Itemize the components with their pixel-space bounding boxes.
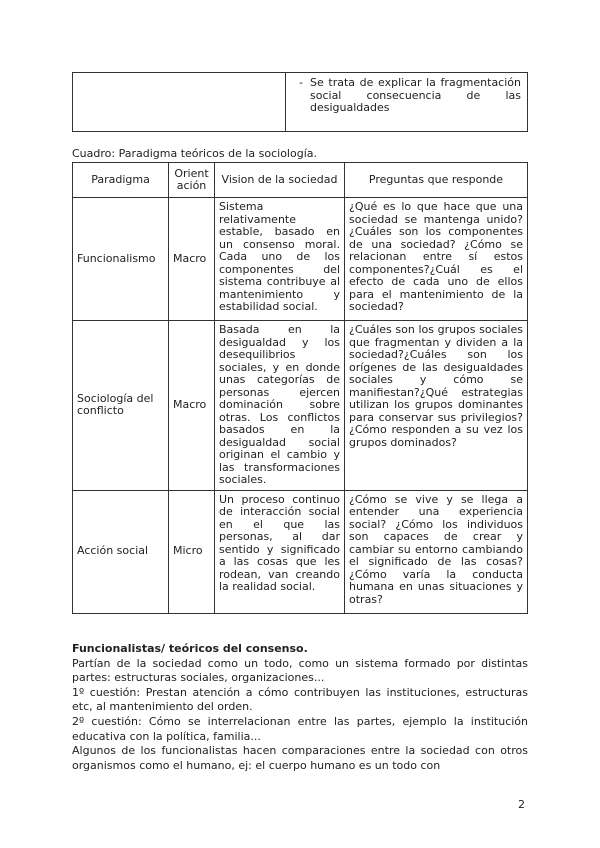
paradigm-table (72, 162, 528, 614)
continuation-table (72, 72, 528, 132)
header-paradigma: Paradigma (73, 163, 169, 198)
continuation-empty-cell (73, 73, 286, 132)
cell-paradigma: Acción social (73, 490, 169, 613)
cell-orientacion: Micro (169, 490, 215, 613)
paragraph: Algunos de los funcionalistas hacen comparaciones entre la sociedad con otros organismos como el humano, ej: el cuerpo humano es un todo con (72, 744, 528, 772)
cell-preguntas: ¿Cómo se vive y se llega a entender una experiencia social? ¿Cómo los individuos son capaces de crear y cambiar su entorno cambiando el significado de las cosas? ¿Cómo varía la conducta humana en unas situaciones y otras? (345, 490, 528, 613)
table-row (73, 198, 528, 321)
header-orientacion-line2: ación (176, 179, 207, 192)
bullet-marker: - (299, 76, 303, 89)
section-heading: Funcionalistas/ teóricos del consenso. (72, 642, 308, 655)
bullet-item (292, 77, 521, 115)
header-orientacion (169, 163, 215, 198)
cell-paradigma: Sociología del conflicto (73, 321, 169, 491)
cell-orientacion: Macro (169, 321, 215, 491)
bullet-text: Se trata de explicar la fragmentación social consecuencia de las desigualdades (310, 76, 521, 114)
cell-vision: Un proceso continuo de interacción social en el que las personas, al dar sentido y significado a las cosas que les rodean, van creando la realidad social. (215, 490, 345, 613)
cell-orientacion: Macro (169, 198, 215, 321)
section-text (72, 642, 528, 773)
cell-vision: Basada en la desigualdad y los desequilibrios sociales, y en donde unas categorías de personas ejercen dominación sobre otras. Los conflictos basados en la desigualdad social originan el cambio y las transformaciones sociales. (215, 321, 345, 491)
table-caption: Cuadro: Paradigma teóricos de la sociología. (72, 147, 317, 160)
header-vision: Vision de la sociedad (215, 163, 345, 198)
page-number: 2 (518, 798, 525, 811)
table-header-row (73, 163, 528, 198)
table-row (73, 490, 528, 613)
continuation-bullet-cell (286, 73, 528, 132)
paragraph: Partían de la sociedad como un todo, como un sistema formado por distintas partes: estructuras sociales, organizaciones... (72, 656, 528, 685)
cell-preguntas: ¿Cuáles son los grupos sociales que fragmentan y dividen a la sociedad?¿Cuáles son los orígenes de las desigualdades sociales y cómo se manifiestan?¿Qué estrategias utilizan los grupos dominantes para conservar sus privilegios?¿Cómo responden a su vez los grupos dominados? (345, 321, 528, 491)
paragraph: 2º cuestión: Cómo se interrelacionan entre las partes, ejemplo la institución educativa con la política, familia... (72, 714, 528, 743)
cell-vision: Sistema relativamente estable, basado en un consenso moral. Cada uno de los componentes del sistema contribuye al mantenimiento y estabilidad social. (215, 198, 345, 321)
header-orientacion-line1: Orient (174, 166, 209, 180)
paragraph: 1º cuestión: Prestan atención a cómo contribuyen las instituciones, estructuras etc, al mantenimiento del orden. (72, 685, 528, 714)
table-row (73, 321, 528, 491)
cell-preguntas: ¿Qué es lo que hace que una sociedad se mantenga unido? ¿Cuáles son los componentes de una sociedad? ¿Cómo se relacionan entre sí estos componentes?¿Cuál es el efecto de cada uno de ellos para el mantenimiento de la sociedad? (345, 198, 528, 321)
header-preguntas: Preguntas que responde (345, 163, 528, 198)
cell-paradigma: Funcionalismo (73, 198, 169, 321)
